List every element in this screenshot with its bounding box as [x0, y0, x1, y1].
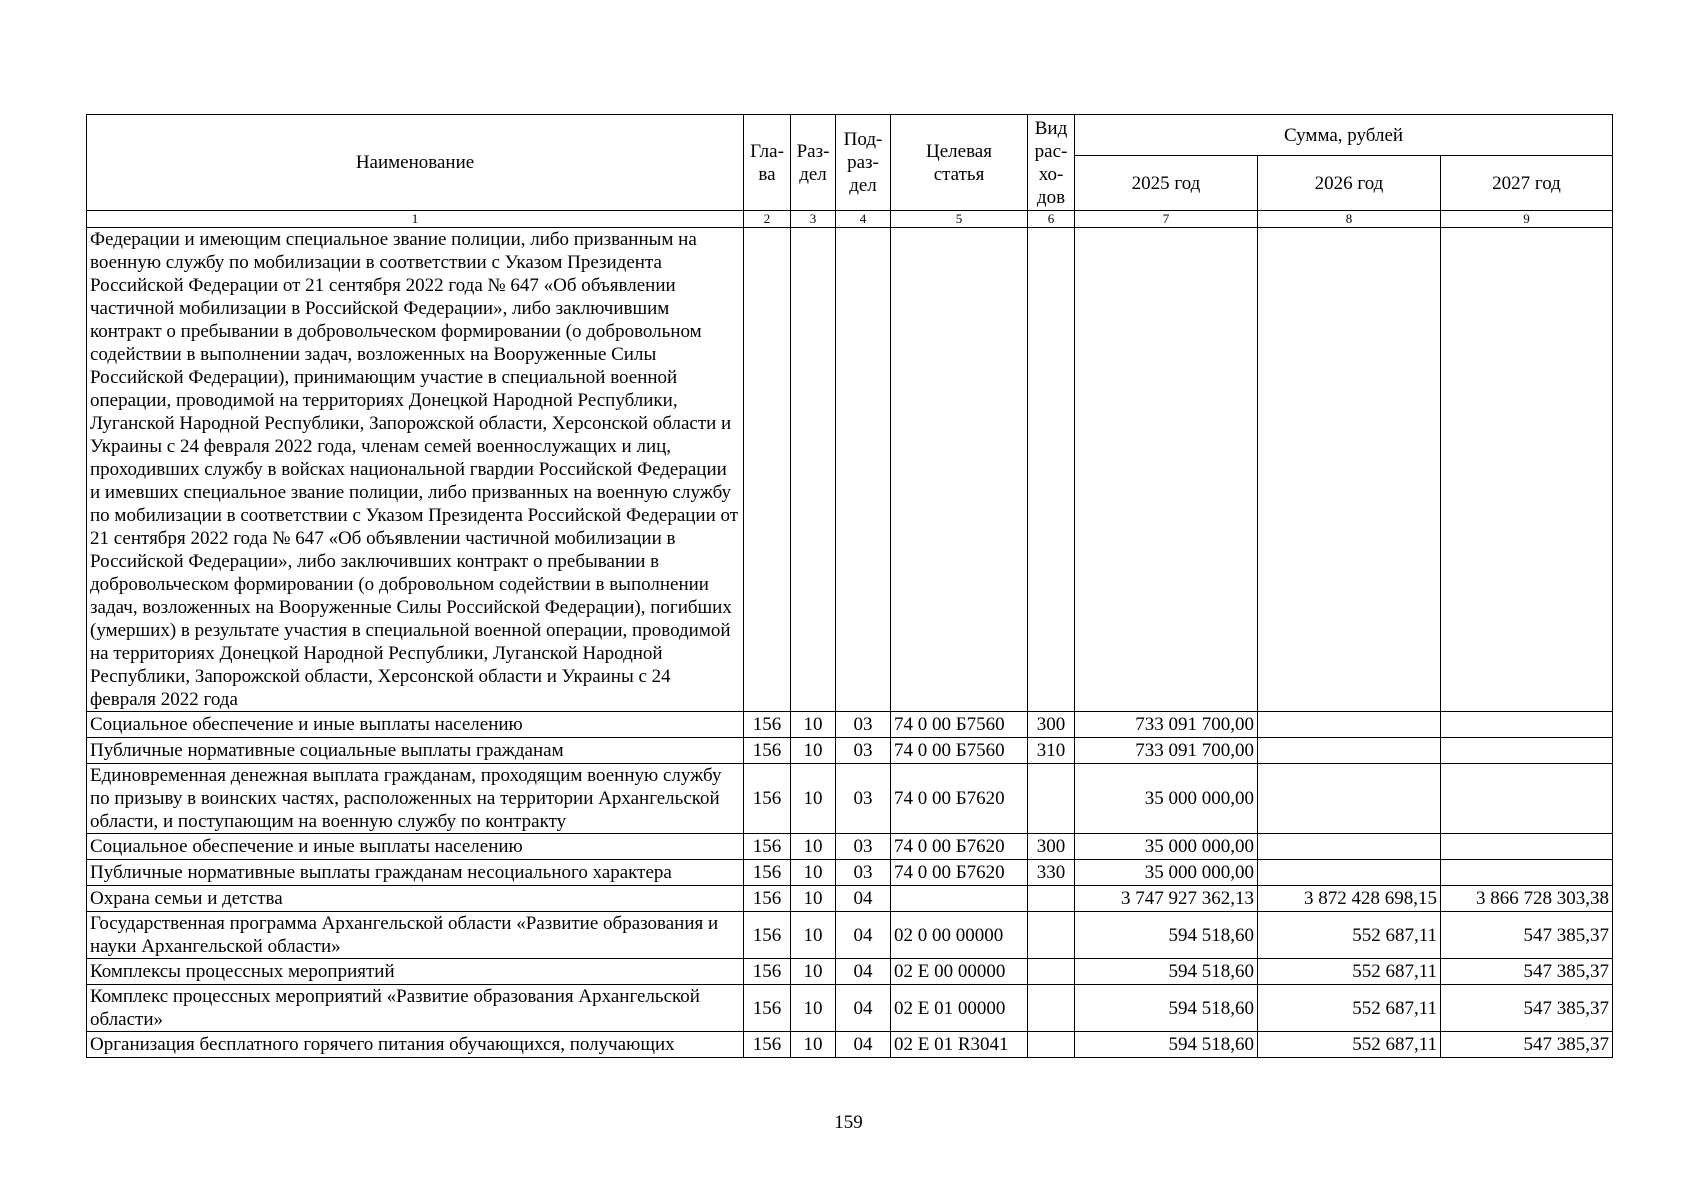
- table-row: [87, 834, 1613, 860]
- row-glava: 156: [744, 985, 791, 1032]
- row-sum-2025: 594 518,60: [1075, 959, 1258, 985]
- column-number: 9: [1441, 211, 1613, 228]
- header-statya: Целевая статья: [891, 115, 1028, 211]
- row-glava: 156: [744, 886, 791, 912]
- row-statya: [891, 228, 1028, 712]
- row-statya: 74 0 00 Б7560: [891, 738, 1028, 764]
- row-name: Государственная программа Архангельской области «Развитие образования и науки Архангельской области»: [87, 912, 744, 959]
- row-podrazdel: 03: [836, 738, 891, 764]
- header-summa: Сумма, рублей: [1075, 115, 1613, 156]
- row-podrazdel: [836, 228, 891, 712]
- column-numbers-row: [87, 211, 1613, 228]
- header-year-2027: 2027 год: [1441, 156, 1613, 211]
- row-statya: 02 Е 01 R3041: [891, 1032, 1028, 1058]
- row-sum-2026: 552 687,11: [1258, 912, 1441, 959]
- row-name: Социальное обеспечение и иные выплаты населению: [87, 834, 744, 860]
- row-name: Организация бесплатного горячего питания обучающихся, получающих: [87, 1032, 744, 1058]
- row-glava: 156: [744, 959, 791, 985]
- row-vid: [1028, 1032, 1075, 1058]
- table-row: [87, 738, 1613, 764]
- row-razdel: 10: [791, 738, 836, 764]
- row-glava: 156: [744, 912, 791, 959]
- row-razdel: 10: [791, 860, 836, 886]
- table-row: [87, 959, 1613, 985]
- row-razdel: 10: [791, 886, 836, 912]
- row-sum-2025: [1075, 228, 1258, 712]
- header-name: Наименование: [87, 115, 744, 211]
- column-number: 2: [744, 211, 791, 228]
- header-podrazdel: Под- раз- дел: [836, 115, 891, 211]
- row-name: Публичные нормативные выплаты гражданам несоциального характера: [87, 860, 744, 886]
- table-row: [87, 764, 1613, 834]
- row-sum-2027: 547 385,37: [1441, 1032, 1613, 1058]
- row-sum-2026: 3 872 428 698,15: [1258, 886, 1441, 912]
- column-number: 3: [791, 211, 836, 228]
- row-podrazdel: 03: [836, 764, 891, 834]
- table-row: [87, 886, 1613, 912]
- row-sum-2025: 594 518,60: [1075, 985, 1258, 1032]
- row-sum-2025: 733 091 700,00: [1075, 738, 1258, 764]
- row-glava: 156: [744, 764, 791, 834]
- table-row: [87, 860, 1613, 886]
- row-razdel: 10: [791, 764, 836, 834]
- row-vid: 300: [1028, 712, 1075, 738]
- row-razdel: 10: [791, 912, 836, 959]
- column-number: 5: [891, 211, 1028, 228]
- table-row: [87, 1032, 1613, 1058]
- row-sum-2025: 594 518,60: [1075, 1032, 1258, 1058]
- row-razdel: 10: [791, 834, 836, 860]
- table-row: [87, 228, 1613, 712]
- row-sum-2027: [1441, 738, 1613, 764]
- row-statya: 74 0 00 Б7620: [891, 834, 1028, 860]
- row-glava: 156: [744, 860, 791, 886]
- table-row: [87, 912, 1613, 959]
- row-sum-2027: 547 385,37: [1441, 959, 1613, 985]
- row-podrazdel: 03: [836, 834, 891, 860]
- row-podrazdel: 04: [836, 959, 891, 985]
- row-glava: 156: [744, 1032, 791, 1058]
- row-vid: [1028, 959, 1075, 985]
- row-sum-2025: 3 747 927 362,13: [1075, 886, 1258, 912]
- row-sum-2027: 3 866 728 303,38: [1441, 886, 1613, 912]
- row-vid: 300: [1028, 834, 1075, 860]
- row-podrazdel: 04: [836, 912, 891, 959]
- row-name: Социальное обеспечение и иные выплаты населению: [87, 712, 744, 738]
- row-glava: 156: [744, 834, 791, 860]
- row-sum-2026: 552 687,11: [1258, 985, 1441, 1032]
- column-number: 7: [1075, 211, 1258, 228]
- column-number: 1: [87, 211, 744, 228]
- column-number: 4: [836, 211, 891, 228]
- row-statya: 02 Е 01 00000: [891, 985, 1028, 1032]
- row-glava: 156: [744, 712, 791, 738]
- row-podrazdel: 03: [836, 712, 891, 738]
- row-statya: 74 0 00 Б7620: [891, 764, 1028, 834]
- row-sum-2026: [1258, 764, 1441, 834]
- row-sum-2026: 552 687,11: [1258, 959, 1441, 985]
- row-sum-2026: [1258, 712, 1441, 738]
- row-razdel: 10: [791, 1032, 836, 1058]
- row-sum-2027: 547 385,37: [1441, 985, 1613, 1032]
- row-sum-2026: [1258, 834, 1441, 860]
- row-podrazdel: 03: [836, 860, 891, 886]
- header-razdel: Раз- дел: [791, 115, 836, 211]
- row-name: Публичные нормативные социальные выплаты гражданам: [87, 738, 744, 764]
- column-number: 8: [1258, 211, 1441, 228]
- row-vid: [1028, 228, 1075, 712]
- table-row: [87, 712, 1613, 738]
- row-vid: [1028, 764, 1075, 834]
- row-statya: 02 0 00 00000: [891, 912, 1028, 959]
- column-number: 6: [1028, 211, 1075, 228]
- row-razdel: 10: [791, 959, 836, 985]
- row-razdel: [791, 228, 836, 712]
- header-glava: Гла- ва: [744, 115, 791, 211]
- row-name: Комплексы процессных мероприятий: [87, 959, 744, 985]
- row-vid: [1028, 985, 1075, 1032]
- row-sum-2025: 594 518,60: [1075, 912, 1258, 959]
- row-razdel: 10: [791, 985, 836, 1032]
- row-glava: [744, 228, 791, 712]
- row-vid: 310: [1028, 738, 1075, 764]
- row-name: Федерации и имеющим специальное звание полиции, либо призванным на военную службу по мобилизации в соответствии с Указом Президента Российской Федерации от 21 сентября 2022 года № 647 «Об объявлении частичной мобилизации в Российской Федерации», либо заключившим контракт о пребывании в добровольческом формировании (о добровольном содействии в выполнении задач, возложенных на Вооруженные Силы Российской Федерации), принимающим участие в специальной военной операции, проводимой на территориях Донецкой Народной Республики, Луганской Народной Республики, Запорожской области, Херсонской области и Украины с 24 февраля 2022 года, членам семей военнослужащих и лиц, проходивших службу в войсках национальной гвардии Российской Федерации и имевших специальное звание полиции, либо призванных на военную службу по мобилизации в соответствии с Указом Президента Российской Федерации от 21 сентября 2022 года № 647 «Об объявлении частичной мобилизации в Российской Федерации», либо заключивших контракт о пребывании в добровольческом формировании (о добровольном содействии в выполнении задач, возложенных на Вооруженные Силы Российской Федерации), погибших (умерших) в результате участия в специальной военной операции, проводимой на территориях Донецкой Народной Республики, Луганской Народной Республики, Запорожской области, Херсонской области и Украины с 24 февраля 2022 года: [87, 228, 744, 712]
- row-sum-2026: [1258, 860, 1441, 886]
- row-glava: 156: [744, 738, 791, 764]
- row-sum-2027: [1441, 764, 1613, 834]
- page-number: 159: [834, 1112, 863, 1133]
- row-sum-2027: [1441, 228, 1613, 712]
- row-sum-2027: [1441, 834, 1613, 860]
- row-podrazdel: 04: [836, 1032, 891, 1058]
- row-sum-2026: 552 687,11: [1258, 1032, 1441, 1058]
- row-vid: [1028, 886, 1075, 912]
- row-sum-2025: 35 000 000,00: [1075, 764, 1258, 834]
- header-year-2026: 2026 год: [1258, 156, 1441, 211]
- row-sum-2026: [1258, 738, 1441, 764]
- row-podrazdel: 04: [836, 886, 891, 912]
- row-razdel: 10: [791, 712, 836, 738]
- row-sum-2025: 35 000 000,00: [1075, 860, 1258, 886]
- row-name: Охрана семьи и детства: [87, 886, 744, 912]
- row-vid: 330: [1028, 860, 1075, 886]
- row-vid: [1028, 912, 1075, 959]
- row-sum-2025: 733 091 700,00: [1075, 712, 1258, 738]
- row-statya: 74 0 00 Б7620: [891, 860, 1028, 886]
- row-sum-2027: [1441, 860, 1613, 886]
- table-row: [87, 985, 1613, 1032]
- row-name: Комплекс процессных мероприятий «Развитие образования Архангельской области»: [87, 985, 744, 1032]
- row-name: Единовременная денежная выплата гражданам, проходящим военную службу по призыву в воинских частях, расположенных на территории Архангельской области, и поступающим на военную службу по контракту: [87, 764, 744, 834]
- row-sum-2025: 35 000 000,00: [1075, 834, 1258, 860]
- row-sum-2027: [1441, 712, 1613, 738]
- row-statya: [891, 886, 1028, 912]
- header-vid: Вид рас- хо- дов: [1028, 115, 1075, 211]
- budget-table: [86, 114, 1613, 1058]
- header-year-2025: 2025 год: [1075, 156, 1258, 211]
- row-statya: 74 0 00 Б7560: [891, 712, 1028, 738]
- row-podrazdel: 04: [836, 985, 891, 1032]
- row-sum-2026: [1258, 228, 1441, 712]
- row-statya: 02 Е 00 00000: [891, 959, 1028, 985]
- row-sum-2027: 547 385,37: [1441, 912, 1613, 959]
